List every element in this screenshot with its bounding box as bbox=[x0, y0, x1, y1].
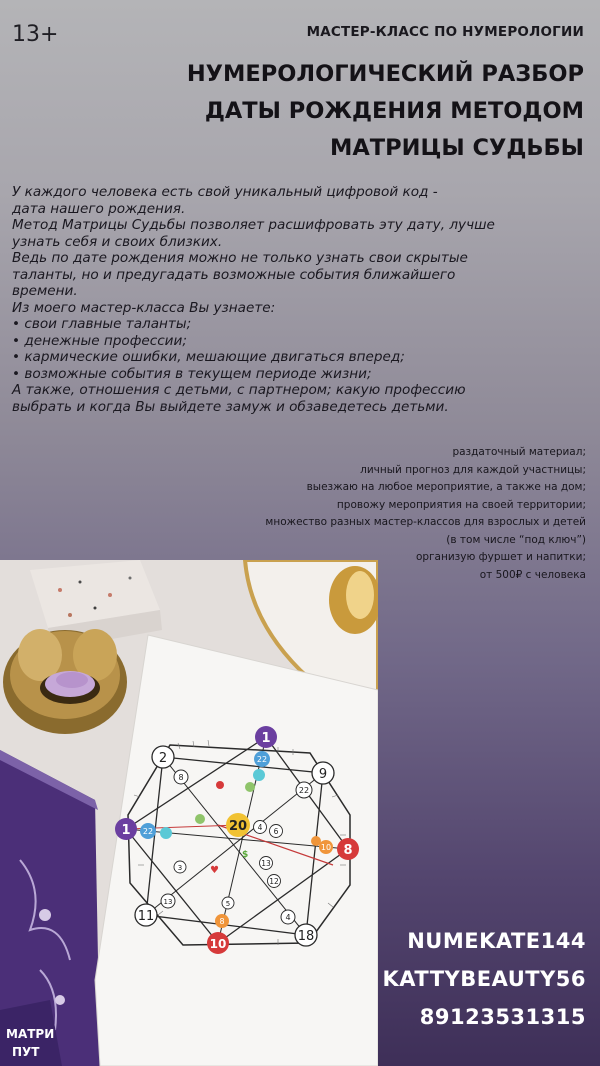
intro-line: А также, отношения с детьми, с партнером; какую профессию bbox=[12, 382, 466, 398]
service-item: раздаточный материал; bbox=[452, 446, 586, 458]
subtitle: МАСТЕР-КЛАСС ПО НУМЕРОЛОГИИ bbox=[306, 24, 584, 40]
intro-line: времени. bbox=[12, 283, 78, 299]
intro-list-item: • свои главные таланты; bbox=[12, 316, 192, 332]
node-bottom-inner: 8 bbox=[219, 917, 225, 926]
node-inner-4: 12 bbox=[269, 877, 279, 886]
contacts bbox=[383, 922, 587, 1036]
node-top-inner: 22 bbox=[256, 755, 268, 764]
node-inner-1: 4 bbox=[257, 823, 263, 832]
node-bottom-right: 18 bbox=[297, 929, 315, 944]
service-item: выезжаю на любое мероприятие, а также на дом; bbox=[306, 481, 586, 493]
intro-line: таланты, но и предугадать возможные события ближайшего bbox=[12, 266, 456, 283]
node-bottom-left-inner: 13 bbox=[163, 898, 173, 906]
service-item: организую фуршет и напитки; bbox=[415, 551, 586, 563]
node-bottom-right-inner: 4 bbox=[285, 913, 291, 922]
candle-holder bbox=[3, 629, 127, 734]
age-rating: 13+ bbox=[12, 22, 59, 47]
node-inner-6: 5 bbox=[225, 900, 231, 908]
service-item: (в том числе “под ключ”) bbox=[446, 533, 586, 546]
money-sign-icon: $ bbox=[242, 850, 249, 860]
phone-number[interactable]: 89123531315 bbox=[419, 1005, 586, 1029]
node-inner-2: 6 bbox=[273, 827, 279, 836]
intro-text bbox=[12, 184, 572, 415]
intro-line: У каждого человека есть свой уникальный цифровой код - bbox=[12, 184, 438, 200]
node-inner-5: 3 bbox=[177, 864, 183, 872]
service-item: провожу мероприятия на своей территории; bbox=[336, 498, 586, 511]
service-item: личный прогноз для каждой участницы; bbox=[360, 463, 586, 476]
instagram-handle-1[interactable]: NUMEKATE144 bbox=[407, 929, 586, 953]
intro-list-item: • возможные события в текущем периоде жизни; bbox=[12, 365, 372, 382]
intro-list-item: • денежные профессии; bbox=[12, 332, 187, 349]
page-title bbox=[154, 56, 584, 167]
title-line: ДАТЫ РОЖДЕНИЯ МЕТОДОМ bbox=[204, 98, 584, 124]
instagram-handle-2[interactable]: KATTYBEAUTY56 bbox=[382, 967, 586, 991]
node-left: 1 bbox=[121, 823, 131, 838]
node-bottom-left: 11 bbox=[137, 909, 155, 924]
node-top-left-inner: 8 bbox=[178, 773, 184, 782]
intro-line: узнать себя и своих близких. bbox=[12, 233, 223, 250]
title-line: НУМЕРОЛОГИЧЕСКИЙ РАЗБОР bbox=[186, 61, 584, 87]
intro-line: Из моего мастер-класса Вы узнаете: bbox=[12, 299, 276, 316]
node-bottom: 10 bbox=[209, 937, 227, 951]
matrix-photo bbox=[0, 560, 378, 1066]
node-inner-3: 13 bbox=[261, 859, 271, 868]
service-item: множество разных мастер-классов для взрослых и детей bbox=[265, 516, 586, 528]
intro-line: выбрать и когда Вы выйдете замуж и обзаведетесь детьми. bbox=[12, 398, 449, 415]
node-center: 20 bbox=[228, 819, 248, 834]
node-right: 8 bbox=[343, 843, 353, 858]
svg-text:МАТРИ: МАТРИ bbox=[6, 1027, 55, 1041]
node-top: 1 bbox=[261, 731, 271, 746]
node-top-right-inner: 22 bbox=[298, 786, 310, 795]
node-right-inner: 10 bbox=[320, 843, 332, 852]
intro-list-item: • кармические ошибки, мешающие двигаться вперед; bbox=[12, 349, 405, 365]
photo-illustration bbox=[0, 560, 378, 1066]
intro-line: дата нашего рождения. bbox=[12, 200, 186, 217]
node-left-inner: 22 bbox=[142, 827, 154, 836]
service-price: от 500₽ с человека bbox=[479, 568, 586, 581]
node-top-left: 2 bbox=[158, 751, 168, 766]
title-line: МАТРИЦЫ СУДЬБЫ bbox=[329, 135, 584, 161]
svg-text:ПУТ: ПУТ bbox=[12, 1045, 40, 1059]
heart-icon: ♥ bbox=[210, 865, 219, 876]
intro-line: Ведь по дате рождения можно не только узнать свои скрытые bbox=[12, 250, 468, 266]
intro-line: Метод Матрицы Судьбы позволяет расшифровать эту дату, лучше bbox=[12, 217, 495, 233]
node-top-right: 9 bbox=[318, 767, 328, 782]
